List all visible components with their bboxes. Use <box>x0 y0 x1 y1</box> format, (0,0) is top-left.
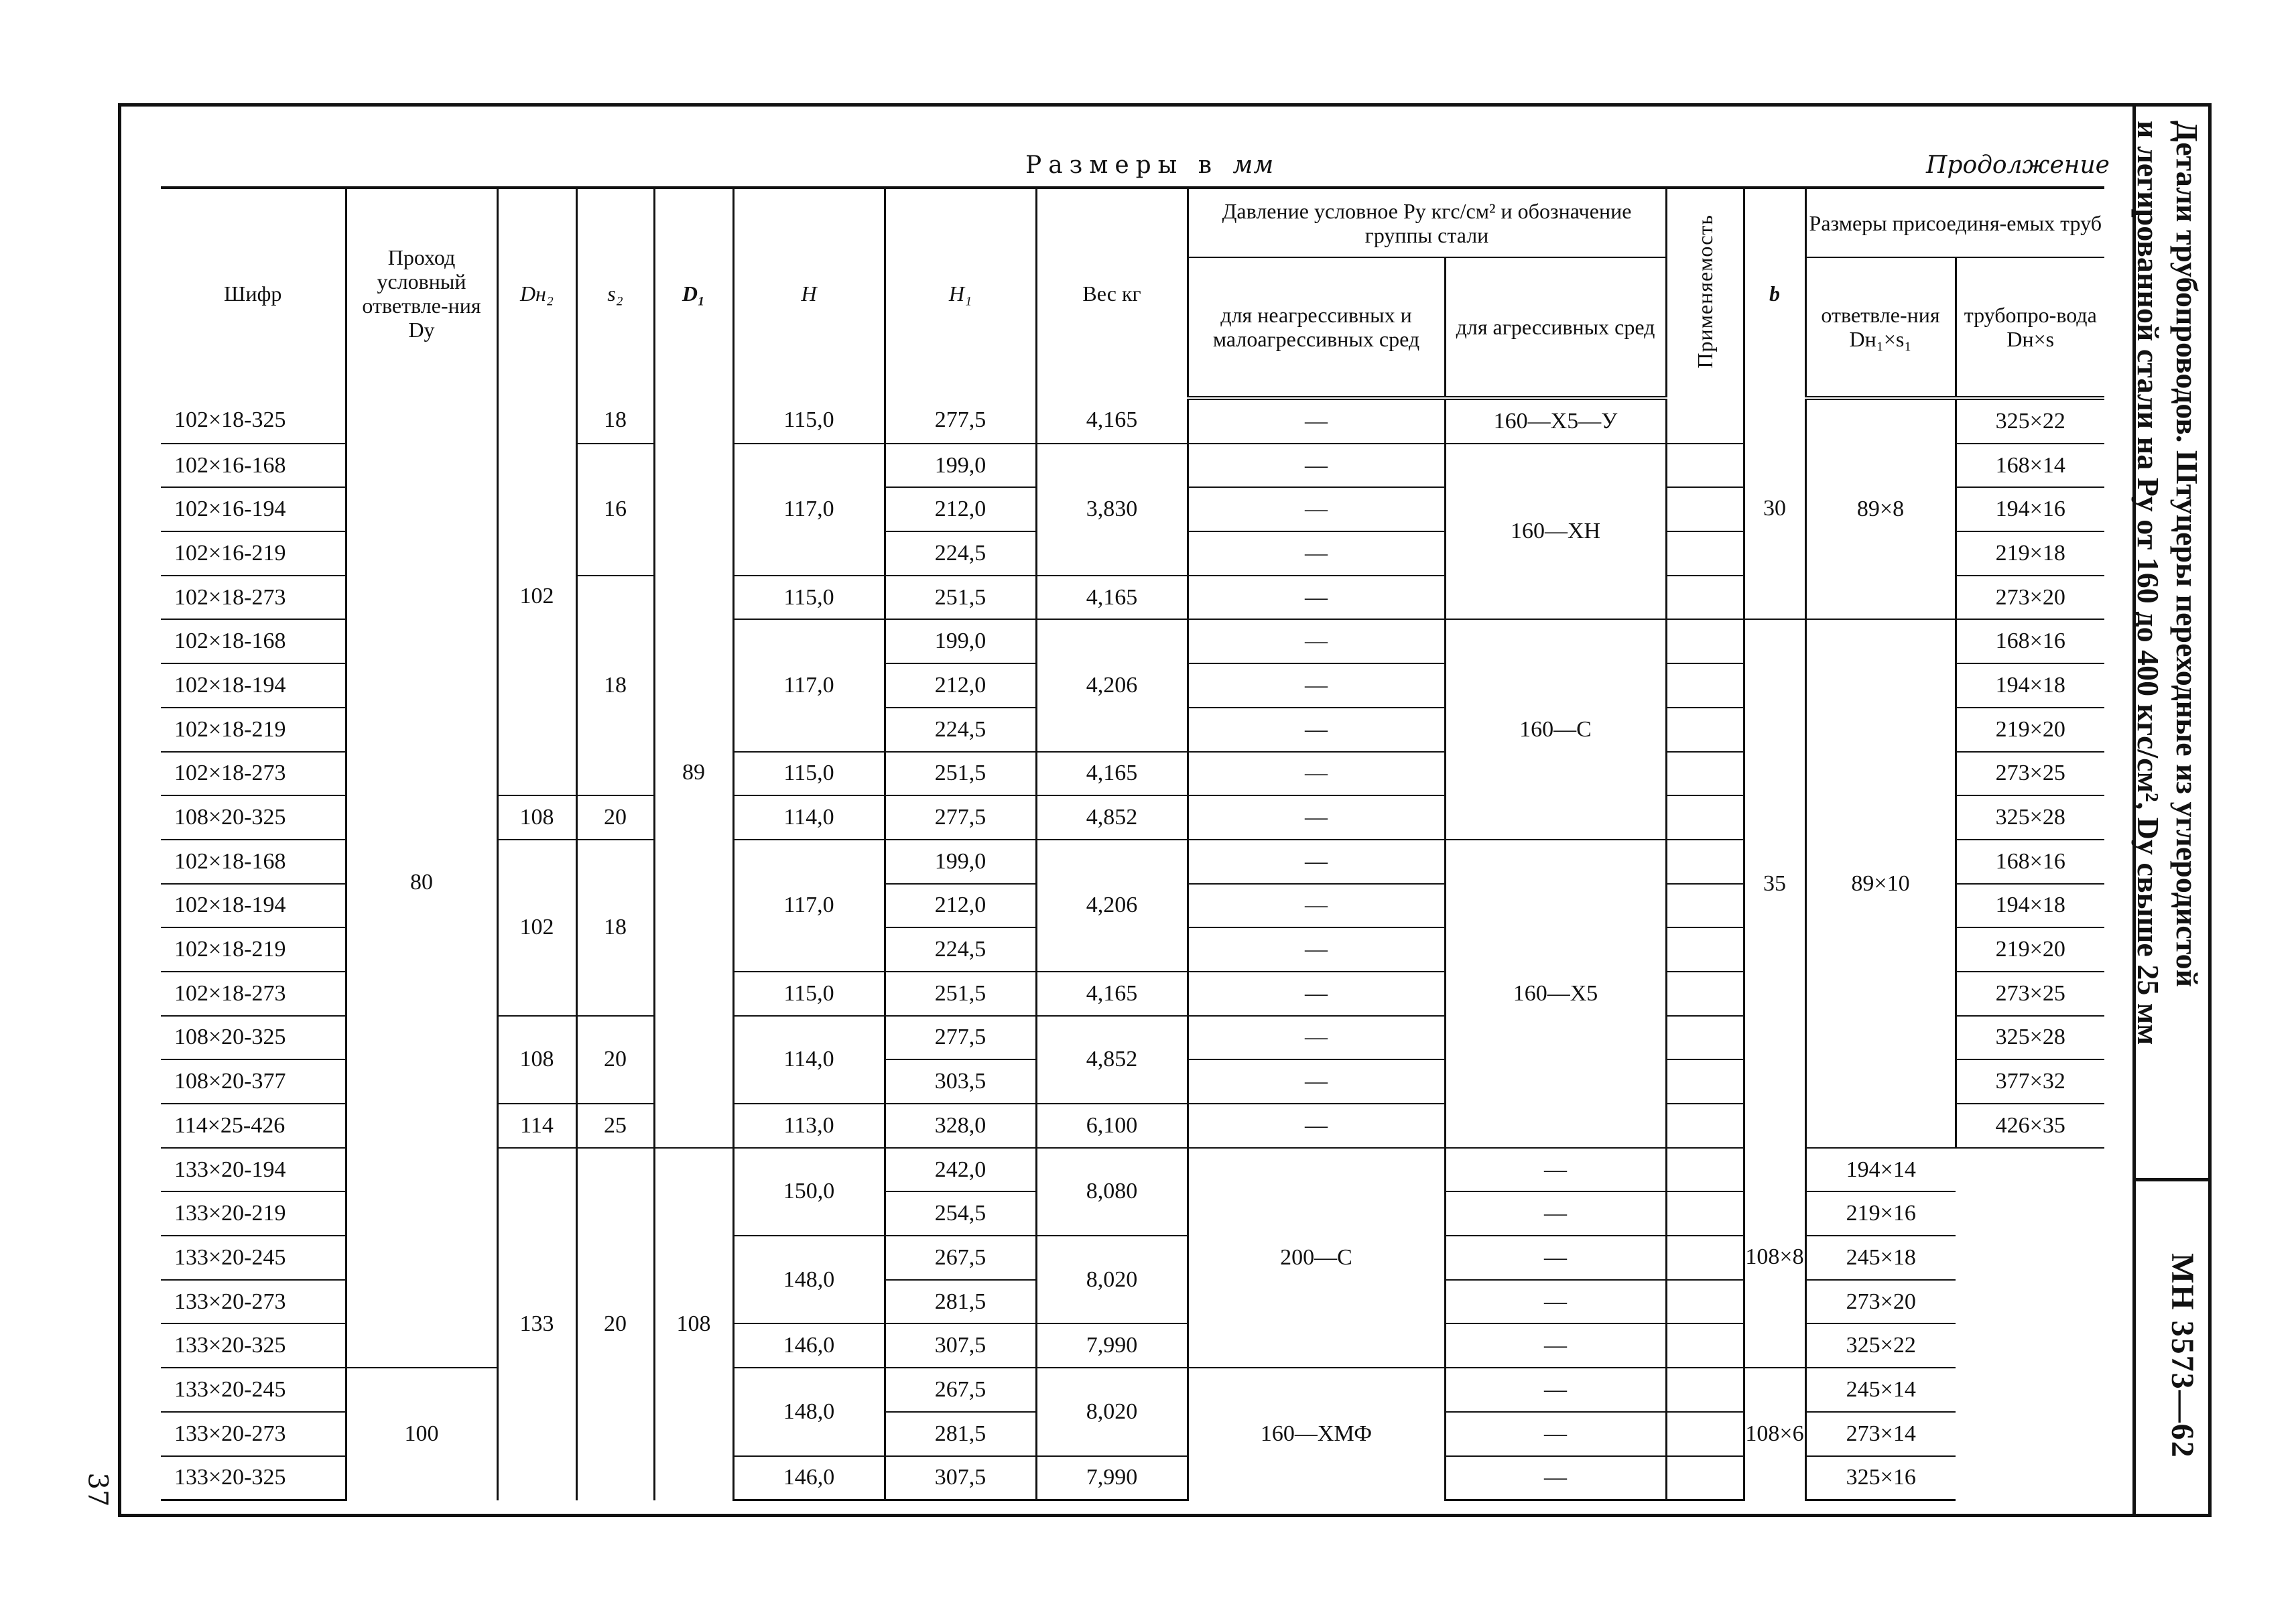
cell-shifr: 102×16-168 <box>161 444 346 488</box>
cell-shifr: 102×18-194 <box>161 884 346 928</box>
cell-h: 117,0 <box>733 840 885 972</box>
cell-h: 117,0 <box>733 444 885 576</box>
cell-b: 35 <box>1744 619 1805 1147</box>
cell-dn2: 102 <box>497 840 576 1016</box>
cell-non-aggressive: — <box>1188 708 1445 752</box>
cell-h: 148,0 <box>733 1368 885 1455</box>
cell-shifr: 102×18-194 <box>161 663 346 708</box>
cell-s2: 20 <box>576 1148 654 1500</box>
cell-dy: 100 <box>346 1368 497 1500</box>
cell-shifr: 102×18-219 <box>161 927 346 972</box>
cell-branch: 89×8 <box>1805 398 1956 619</box>
cell-weight: 4,206 <box>1036 619 1188 751</box>
cell-applicability <box>1666 531 1744 576</box>
cell-h: 115,0 <box>733 398 885 444</box>
cell-pipeline: 194×18 <box>1956 884 2104 928</box>
cell-h1: 251,5 <box>885 752 1036 796</box>
col-aggressive: для агрессивных сред <box>1445 257 1666 398</box>
document-title-line-2: и легированной стали на Pу от 160 до 400 кгс/см², Dу свыше 25 мм <box>2131 121 2165 1045</box>
cell-dn2: 108 <box>497 1016 576 1104</box>
dimensions-table <box>161 186 2104 1501</box>
cell-applicability <box>1666 619 1744 663</box>
cell-h1: 224,5 <box>885 927 1036 972</box>
cell-d1: 89 <box>654 398 733 1148</box>
cell-pipeline: 219×18 <box>1956 531 2104 576</box>
cell-shifr: 133×20-219 <box>161 1191 346 1236</box>
cell-non-aggressive: — <box>1188 398 1445 444</box>
cell-applicability <box>1666 444 1744 488</box>
col-applicability-label: Применяемость <box>1693 214 1717 369</box>
cell-h1: 212,0 <box>885 884 1036 928</box>
cell-pipeline: 194×14 <box>1805 1148 1956 1192</box>
dimensions-table-wrapper <box>161 186 2104 1501</box>
cell-pipeline: 245×14 <box>1805 1368 1956 1412</box>
cell-applicability <box>1666 840 1744 884</box>
cell-h: 113,0 <box>733 1104 885 1148</box>
cell-non-aggressive: — <box>1188 884 1445 928</box>
cell-non-aggressive: — <box>1188 927 1445 972</box>
cell-weight: 8,080 <box>1036 1148 1188 1236</box>
document-title-line-1: Детали трубопроводов. Штуцеры переходные из углеродистой <box>2170 121 2204 988</box>
cell-h: 114,0 <box>733 1016 885 1104</box>
col-dn2: Dн₂ <box>497 188 576 398</box>
cell-shifr: 102×18-273 <box>161 972 346 1016</box>
cell-non-aggressive: — <box>1188 1016 1445 1060</box>
cell-s2: 20 <box>576 1016 654 1104</box>
cell-pipeline: 273×14 <box>1805 1412 1956 1456</box>
cell-b: 30 <box>1744 398 1805 619</box>
cell-aggressive: — <box>1445 1148 1666 1192</box>
cell-shifr: 102×16-219 <box>161 531 346 576</box>
cell-weight: 8,020 <box>1036 1236 1188 1323</box>
cell-pipeline: 325×28 <box>1956 795 2104 840</box>
col-non-aggressive: для неагрессивных и малоагрессивных сред <box>1188 257 1445 398</box>
cell-weight: 4,852 <box>1036 795 1188 840</box>
cell-h1: 254,5 <box>885 1191 1036 1236</box>
cell-h1: 303,5 <box>885 1059 1036 1104</box>
cell-aggressive: — <box>1445 1236 1666 1280</box>
cell-h1: 307,5 <box>885 1456 1036 1500</box>
cell-shifr: 102×18-325 <box>161 398 346 444</box>
cell-h1: 277,5 <box>885 398 1036 444</box>
cell-branch: 108×8 <box>1744 1148 1805 1368</box>
cell-dn2: 102 <box>497 398 576 795</box>
cell-shifr: 133×20-273 <box>161 1412 346 1456</box>
cell-h: 115,0 <box>733 972 885 1016</box>
cell-h1: 251,5 <box>885 576 1036 620</box>
cell-non-aggressive: — <box>1188 972 1445 1016</box>
cell-applicability <box>1666 663 1744 708</box>
cell-pipeline: 168×16 <box>1956 840 2104 884</box>
cell-applicability <box>1666 884 1744 928</box>
cell-h1: 224,5 <box>885 531 1036 576</box>
cell-applicability <box>1666 1059 1744 1104</box>
cell-applicability <box>1666 1236 1744 1280</box>
cell-h: 115,0 <box>733 576 885 620</box>
cell-aggressive: 160—С <box>1445 619 1666 839</box>
cell-h: 117,0 <box>733 619 885 751</box>
table-row <box>161 1368 2104 1412</box>
col-dy: Проход условный ответвле-ния Dу <box>346 188 497 398</box>
cell-applicability <box>1666 708 1744 752</box>
col-h: H <box>733 188 885 398</box>
cell-h1: 277,5 <box>885 1016 1036 1060</box>
col-connected-pipes: Размеры присоединя-емых труб <box>1805 188 2104 257</box>
cell-non-aggressive: — <box>1188 444 1445 488</box>
cell-shifr: 102×18-168 <box>161 619 346 663</box>
cell-dn2: 114 <box>497 1104 576 1148</box>
cell-applicability <box>1666 795 1744 840</box>
cell-non-aggressive: — <box>1188 1104 1445 1148</box>
col-d1: D₁ <box>654 188 733 398</box>
cell-applicability <box>1666 1280 1744 1324</box>
cell-applicability <box>1666 927 1744 972</box>
cell-shifr: 102×18-273 <box>161 752 346 796</box>
col-weight: Вес кг <box>1036 188 1188 398</box>
cell-dn2: 108 <box>497 795 576 840</box>
cell-shifr: 102×16-194 <box>161 487 346 531</box>
cell-shifr: 133×20-194 <box>161 1148 346 1192</box>
col-applicability <box>1666 188 1744 398</box>
caption-unit: мм <box>1232 151 1275 179</box>
cell-aggressive: — <box>1445 1456 1666 1500</box>
cell-shifr: 133×20-325 <box>161 1456 346 1500</box>
cell-applicability <box>1666 752 1744 796</box>
cell-h1: 199,0 <box>885 619 1036 663</box>
cell-shifr: 133×20-273 <box>161 1280 346 1324</box>
col-branch: ответвле-ния Dн₁×s₁ <box>1805 257 1956 398</box>
cell-h1: 212,0 <box>885 487 1036 531</box>
cell-aggressive: 160—ХН <box>1445 444 1666 620</box>
cell-h1: 277,5 <box>885 795 1036 840</box>
cell-h: 150,0 <box>733 1148 885 1236</box>
cell-applicability <box>1666 1016 1744 1060</box>
cell-applicability <box>1666 1323 1744 1368</box>
page-number: 37 <box>82 1472 113 1507</box>
cell-non-aggressive: — <box>1188 531 1445 576</box>
cell-h: 146,0 <box>733 1323 885 1368</box>
cell-dy: 80 <box>346 398 497 1368</box>
cell-aggressive: — <box>1445 1323 1666 1368</box>
cell-dn2: 133 <box>497 1148 576 1500</box>
cell-h: 146,0 <box>733 1456 885 1500</box>
cell-applicability <box>1666 1368 1744 1412</box>
cell-aggressive: 160—Х5—У <box>1445 398 1666 444</box>
cell-non-aggressive: — <box>1188 487 1445 531</box>
cell-non-aggressive: — <box>1188 619 1445 663</box>
cell-weight: 4,852 <box>1036 1016 1188 1104</box>
cell-shifr: 102×18-273 <box>161 576 346 620</box>
cell-weight: 4,165 <box>1036 752 1188 796</box>
col-shifr: Шифр <box>161 188 346 398</box>
cell-pipeline: 426×35 <box>1956 1104 2104 1148</box>
document-code: МН 3573—62 <box>2165 1253 2200 1459</box>
cell-weight: 7,990 <box>1036 1456 1188 1500</box>
cell-pipeline: 325×22 <box>1805 1323 1956 1368</box>
cell-weight: 7,990 <box>1036 1323 1188 1368</box>
cell-shifr: 102×18-219 <box>161 708 346 752</box>
cell-shifr: 133×20-245 <box>161 1368 346 1412</box>
cell-weight: 4,165 <box>1036 398 1188 444</box>
cell-h: 115,0 <box>733 752 885 796</box>
cell-h1: 242,0 <box>885 1148 1036 1192</box>
col-h1: H₁ <box>885 188 1036 398</box>
cell-pipeline: 273×25 <box>1956 972 2104 1016</box>
cell-shifr: 102×18-168 <box>161 840 346 884</box>
cell-h: 114,0 <box>733 795 885 840</box>
cell-weight: 6,100 <box>1036 1104 1188 1148</box>
cell-shifr: 133×20-325 <box>161 1323 346 1368</box>
cell-shifr: 108×20-325 <box>161 1016 346 1060</box>
cell-non-aggressive: — <box>1188 576 1445 620</box>
cell-s2: 20 <box>576 795 654 840</box>
cell-shifr: 133×20-245 <box>161 1236 346 1280</box>
cell-non-aggressive: 160—ХМФ <box>1188 1368 1445 1500</box>
col-pipeline: трубопро-вода Dн×s <box>1956 257 2104 398</box>
cell-applicability <box>1666 972 1744 1016</box>
cell-pipeline: 273×25 <box>1956 752 2104 796</box>
cell-pipeline: 194×18 <box>1956 663 2104 708</box>
cell-d1: 108 <box>654 1148 733 1500</box>
cell-weight: 4,206 <box>1036 840 1188 972</box>
cell-h1: 281,5 <box>885 1412 1036 1456</box>
cell-pipeline: 273×20 <box>1805 1280 1956 1324</box>
cell-h1: 267,5 <box>885 1368 1036 1412</box>
cell-pipeline: 377×32 <box>1956 1059 2104 1104</box>
sidebar-separator <box>2136 1178 2212 1181</box>
cell-non-aggressive: — <box>1188 752 1445 796</box>
cell-applicability <box>1666 576 1744 620</box>
cell-applicability <box>1666 1456 1744 1500</box>
col-s2: s₂ <box>576 188 654 398</box>
cell-h1: 199,0 <box>885 444 1036 488</box>
cell-h1: 251,5 <box>885 972 1036 1016</box>
cell-weight: 4,165 <box>1036 972 1188 1016</box>
caption-prefix: Размеры в <box>1025 151 1219 179</box>
cell-h1: 307,5 <box>885 1323 1036 1368</box>
cell-aggressive: — <box>1445 1368 1666 1412</box>
cell-applicability <box>1666 1104 1744 1148</box>
cell-shifr: 108×20-325 <box>161 795 346 840</box>
cell-pipeline: 219×16 <box>1805 1191 1956 1236</box>
cell-non-aggressive: — <box>1188 1059 1445 1104</box>
cell-pipeline: 219×20 <box>1956 708 2104 752</box>
col-pressure-group: Давление условное Pу кгс/см² и обозначение группы стали <box>1188 188 1666 257</box>
cell-applicability <box>1666 1412 1744 1456</box>
cell-pipeline: 219×20 <box>1956 927 2104 972</box>
cell-s2: 16 <box>576 444 654 576</box>
cell-aggressive: — <box>1445 1191 1666 1236</box>
cell-aggressive: — <box>1445 1280 1666 1324</box>
cell-branch: 108×6 <box>1744 1368 1805 1500</box>
cell-pipeline: 325×16 <box>1805 1456 1956 1500</box>
cell-h1: 212,0 <box>885 663 1036 708</box>
cell-h1: 224,5 <box>885 708 1036 752</box>
cell-aggressive: 160—Х5 <box>1445 840 1666 1148</box>
cell-non-aggressive: 200—С <box>1188 1148 1445 1368</box>
cell-shifr: 108×20-377 <box>161 1059 346 1104</box>
table-row <box>161 398 2104 444</box>
cell-pipeline: 194×16 <box>1956 487 2104 531</box>
cell-pipeline: 168×16 <box>1956 619 2104 663</box>
cell-applicability <box>1666 398 1744 444</box>
document-title <box>2128 121 2206 1045</box>
cell-weight: 8,020 <box>1036 1368 1188 1455</box>
cell-non-aggressive: — <box>1188 840 1445 884</box>
cell-aggressive: — <box>1445 1412 1666 1456</box>
cell-pipeline: 168×14 <box>1956 444 2104 488</box>
cell-non-aggressive: — <box>1188 663 1445 708</box>
cell-weight: 3,830 <box>1036 444 1188 576</box>
cell-applicability <box>1666 1148 1744 1192</box>
col-b: b <box>1744 188 1805 398</box>
cell-h: 148,0 <box>733 1236 885 1323</box>
cell-branch: 89×10 <box>1805 619 1956 1147</box>
cell-shifr: 114×25-426 <box>161 1104 346 1148</box>
cell-non-aggressive: — <box>1188 795 1445 840</box>
cell-weight: 4,165 <box>1036 576 1188 620</box>
cell-s2: 18 <box>576 398 654 444</box>
dimensions-caption <box>1025 151 1274 179</box>
cell-pipeline: 325×28 <box>1956 1016 2104 1060</box>
cell-h1: 267,5 <box>885 1236 1036 1280</box>
cell-pipeline: 245×18 <box>1805 1236 1956 1280</box>
cell-h1: 199,0 <box>885 840 1036 884</box>
continued-label: Продолжение <box>1926 151 2110 179</box>
cell-s2: 18 <box>576 840 654 1016</box>
cell-s2: 25 <box>576 1104 654 1148</box>
cell-applicability <box>1666 1191 1744 1236</box>
cell-s2: 18 <box>576 576 654 795</box>
cell-pipeline: 273×20 <box>1956 576 2104 620</box>
cell-h1: 328,0 <box>885 1104 1036 1148</box>
cell-applicability <box>1666 487 1744 531</box>
cell-pipeline: 325×22 <box>1956 398 2104 444</box>
cell-h1: 281,5 <box>885 1280 1036 1324</box>
